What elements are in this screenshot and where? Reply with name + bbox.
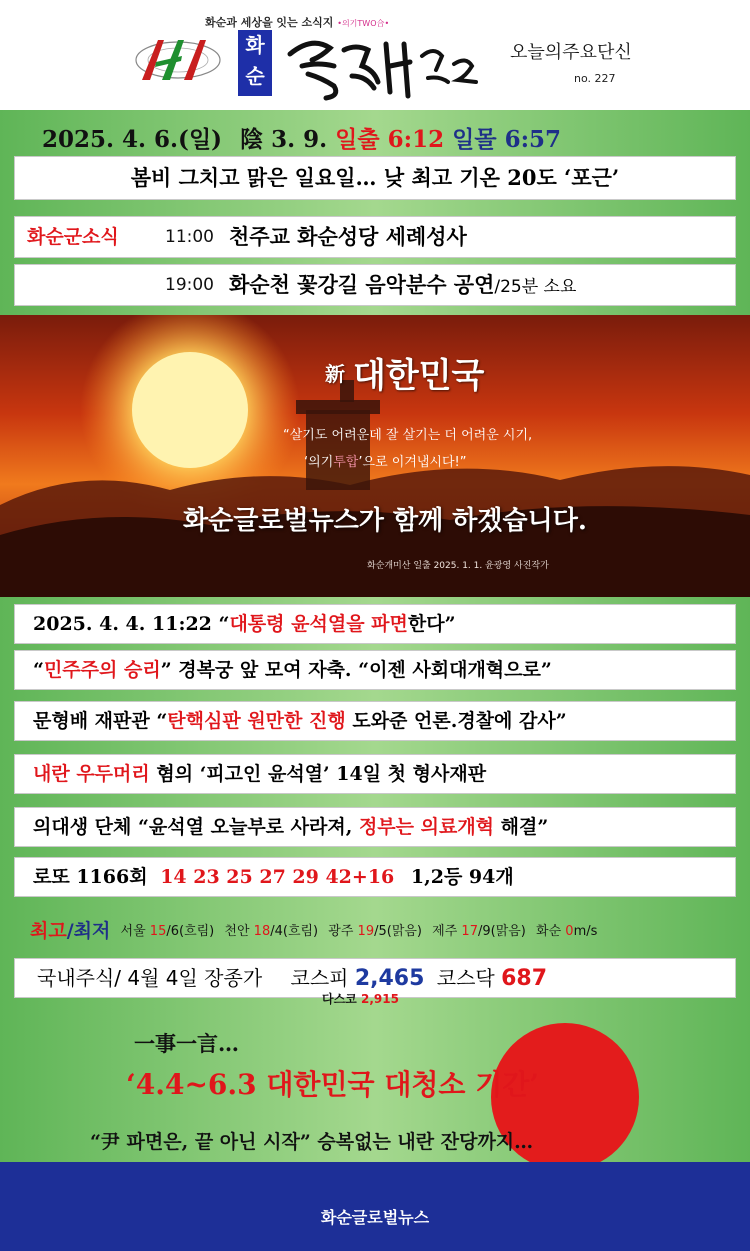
kosdaq-value: 687	[501, 966, 548, 991]
lunar-date: 陰 3. 9.	[240, 126, 328, 153]
sunrise-label: 일출	[335, 126, 380, 153]
news-item: 내란 우두머리 혐의 ‘피고인 윤석열’ 14일 첫 형사재판	[14, 754, 736, 794]
kosdaq-label: 코스닥	[436, 966, 495, 990]
tagline-sub: •의기TWO合•	[337, 19, 390, 28]
kospi-value: 2,465	[354, 966, 425, 991]
banner-title-hanja: 新	[325, 362, 345, 386]
logo-box-char: 순	[245, 64, 265, 88]
sunset-time: 6:57	[504, 126, 562, 153]
weather-city: 천안 18/4(흐림)	[224, 924, 319, 939]
issue-title: 오늘의주요단신	[510, 42, 632, 63]
newspaper-logo-icon	[132, 34, 224, 86]
local-news-row	[14, 216, 736, 258]
one-word-main: ‘4.4~6.3 대한민국 대청소 기간’	[126, 1068, 540, 1101]
banner-quote-line: “살기도 어려운데 잘 살기는 더 어려운 시기,	[283, 428, 533, 443]
lotto-label: 로또 1166회	[33, 866, 148, 888]
local-news-label: 화순군소식	[27, 226, 119, 248]
banner-title-text: 대한민국	[353, 356, 485, 396]
nasdaq-row	[322, 990, 399, 1007]
stock-label: 국내주식/ 4월 4일 장종가	[37, 966, 263, 990]
weather-city: 서울 15/6(흐림)	[120, 924, 215, 939]
kospi-label: 코스피	[290, 966, 349, 990]
weather-city: 광주 19/5(맑음)	[328, 924, 423, 939]
news-item: 의대생 단체 “윤석열 오늘부로 사라져, 정부는 의료개혁 해결”	[14, 807, 736, 847]
one-word-sub: “尹 파면은, 끝 아닌 시작” 승복없는 내란 잔당까지…	[90, 1131, 534, 1153]
banner-slogan: 화순글로벌뉴스가 함께 하겠습니다.	[183, 506, 587, 536]
event-title: 화순천 꽃강길 음악분수 공연/25분 소요	[229, 272, 577, 297]
lotto-row	[14, 857, 736, 897]
local-news-row	[14, 264, 736, 306]
news-item: 2025. 4. 4. 11:22 “대통령 윤석열을 파면한다”	[14, 604, 736, 644]
solar-date: 2025. 4. 6.(일)	[42, 126, 223, 153]
lotto-winners: 1,2등 94개	[410, 866, 514, 888]
news-item: 문형배 재판관 “탄핵심판 원만한 진행 도와준 언론.경찰에 감사”	[14, 701, 736, 741]
sunrise-time: 6:12	[387, 126, 445, 153]
event-title: 천주교 화순성당 세례성사	[229, 224, 467, 249]
weather-wind: 화순 0m/s	[536, 924, 598, 939]
event-duration: /25분 소요	[494, 277, 577, 297]
banner-quote-line: ‘의기투합’으로 이겨냅시다!”	[304, 455, 467, 470]
date-line	[42, 121, 561, 154]
one-word-label: 一事一言…	[134, 1031, 239, 1056]
logo-box-char: 화	[245, 33, 265, 57]
logo-script	[282, 26, 482, 104]
photo-credit: 화순개미산 일출 2025. 1. 1. 윤광영 사진작가	[367, 561, 549, 571]
banner-title	[325, 348, 484, 397]
nasdaq-value: 2,915	[360, 992, 399, 1006]
issue-number: no. 227	[574, 72, 616, 85]
weather-city: 제주 17/9(맑음)	[432, 924, 526, 939]
footer-text: 화순글로벌뉴스	[320, 1208, 430, 1227]
nasdaq-label: 다스코	[322, 992, 357, 1006]
event-time: 19:00	[165, 275, 214, 295]
masthead-tagline: 화순과 세상을 잇는 소식지 •의기TWO合•	[205, 16, 390, 29]
news-item: “민주주의 승리” 경복궁 앞 모여 자축. “이젠 사회대개혁으로”	[14, 650, 736, 690]
weather-label: 최고/최저	[30, 920, 111, 942]
weather-headline: 봄비 그치고 맑은 일요일… 낮 최고 기온 20도 ‘포근’	[14, 156, 736, 200]
lotto-numbers: 14 23 25 27 29 42+16	[160, 866, 395, 888]
sunset-label: 일몰	[452, 126, 497, 153]
weather-row	[30, 916, 597, 943]
logo-script-lettering-icon	[282, 26, 482, 104]
event-time: 11:00	[165, 227, 214, 247]
logo-box	[238, 30, 272, 96]
